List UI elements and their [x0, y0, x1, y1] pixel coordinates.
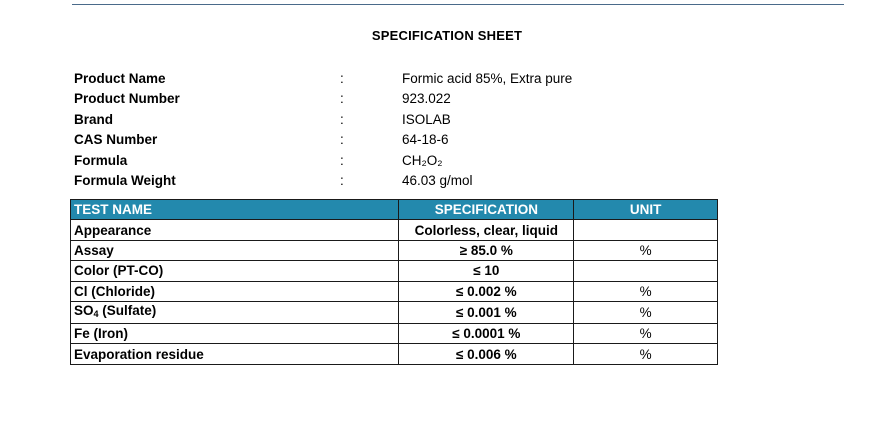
test-name-subscript: 4 — [93, 308, 99, 319]
cell-unit: % — [574, 344, 718, 364]
cell-specification: ≤ 0.006 % — [399, 344, 574, 364]
cell-unit: % — [574, 240, 718, 260]
info-value: CH₂O₂ — [402, 152, 443, 168]
info-label: Formula — [74, 152, 128, 168]
page-title: SPECIFICATION SHEET — [371, 28, 523, 43]
info-value: Formic acid 85%, Extra pure — [402, 71, 573, 86]
table-header-row — [71, 200, 718, 220]
info-separator: : — [340, 152, 344, 168]
info-separator: : — [340, 132, 344, 148]
info-row-cas-number — [74, 130, 774, 150]
info-separator: : — [340, 111, 344, 127]
test-name-prefix: SO — [74, 302, 94, 318]
table-row — [71, 281, 718, 301]
info-row-brand — [74, 110, 774, 130]
top-divider — [72, 4, 844, 5]
product-info-block — [74, 69, 774, 191]
info-value: 923.022 — [402, 91, 451, 107]
cell-specification: ≤ 10 — [399, 261, 574, 281]
cell-test-name — [71, 301, 399, 323]
info-row-product-number — [74, 89, 774, 109]
cell-test-name: Fe (Iron) — [71, 323, 399, 343]
column-header-unit: UNIT — [574, 200, 718, 220]
cell-specification: Colorless, clear, liquid — [399, 220, 574, 240]
info-separator: : — [340, 91, 344, 107]
test-name-suffix: (Sulfate) — [98, 302, 157, 318]
info-separator: : — [340, 172, 344, 188]
info-row-product-name — [74, 69, 774, 89]
info-row-formula-weight — [74, 171, 774, 191]
cell-specification: ≤ 0.0001 % — [399, 323, 574, 343]
cell-specification: ≤ 0.001 % — [399, 301, 574, 323]
table-row — [71, 240, 718, 260]
column-header-specification: SPECIFICATION — [399, 200, 574, 220]
info-value: 64-18-6 — [402, 132, 449, 148]
info-label: Formula Weight — [74, 172, 176, 188]
cell-unit: % — [574, 301, 718, 323]
cell-unit — [574, 261, 718, 281]
cell-test-name: Assay — [71, 240, 399, 260]
table-row — [71, 323, 718, 343]
table-row — [71, 344, 718, 364]
cell-test-name: Appearance — [71, 220, 399, 240]
info-separator: : — [340, 71, 344, 86]
cell-test-name: Evaporation residue — [71, 344, 399, 364]
info-label: CAS Number — [74, 132, 158, 148]
column-header-test-name: TEST NAME — [71, 200, 399, 220]
table-row — [71, 301, 718, 323]
cell-test-name: Color (PT-CO) — [71, 261, 399, 281]
cell-specification: ≤ 0.002 % — [399, 281, 574, 301]
info-value: 46.03 g/mol — [402, 172, 473, 188]
info-label: Product Name — [74, 71, 166, 86]
cell-unit: % — [574, 323, 718, 343]
specification-table — [70, 199, 718, 365]
info-value: ISOLAB — [402, 111, 451, 127]
cell-unit — [574, 220, 718, 240]
cell-specification: ≥ 85.0 % — [399, 240, 574, 260]
table-row — [71, 261, 718, 281]
cell-test-name: Cl (Chloride) — [71, 281, 399, 301]
cell-unit: % — [574, 281, 718, 301]
info-label: Brand — [74, 111, 114, 127]
info-label: Product Number — [74, 91, 180, 107]
table-row — [71, 220, 718, 240]
info-row-formula — [74, 151, 774, 171]
